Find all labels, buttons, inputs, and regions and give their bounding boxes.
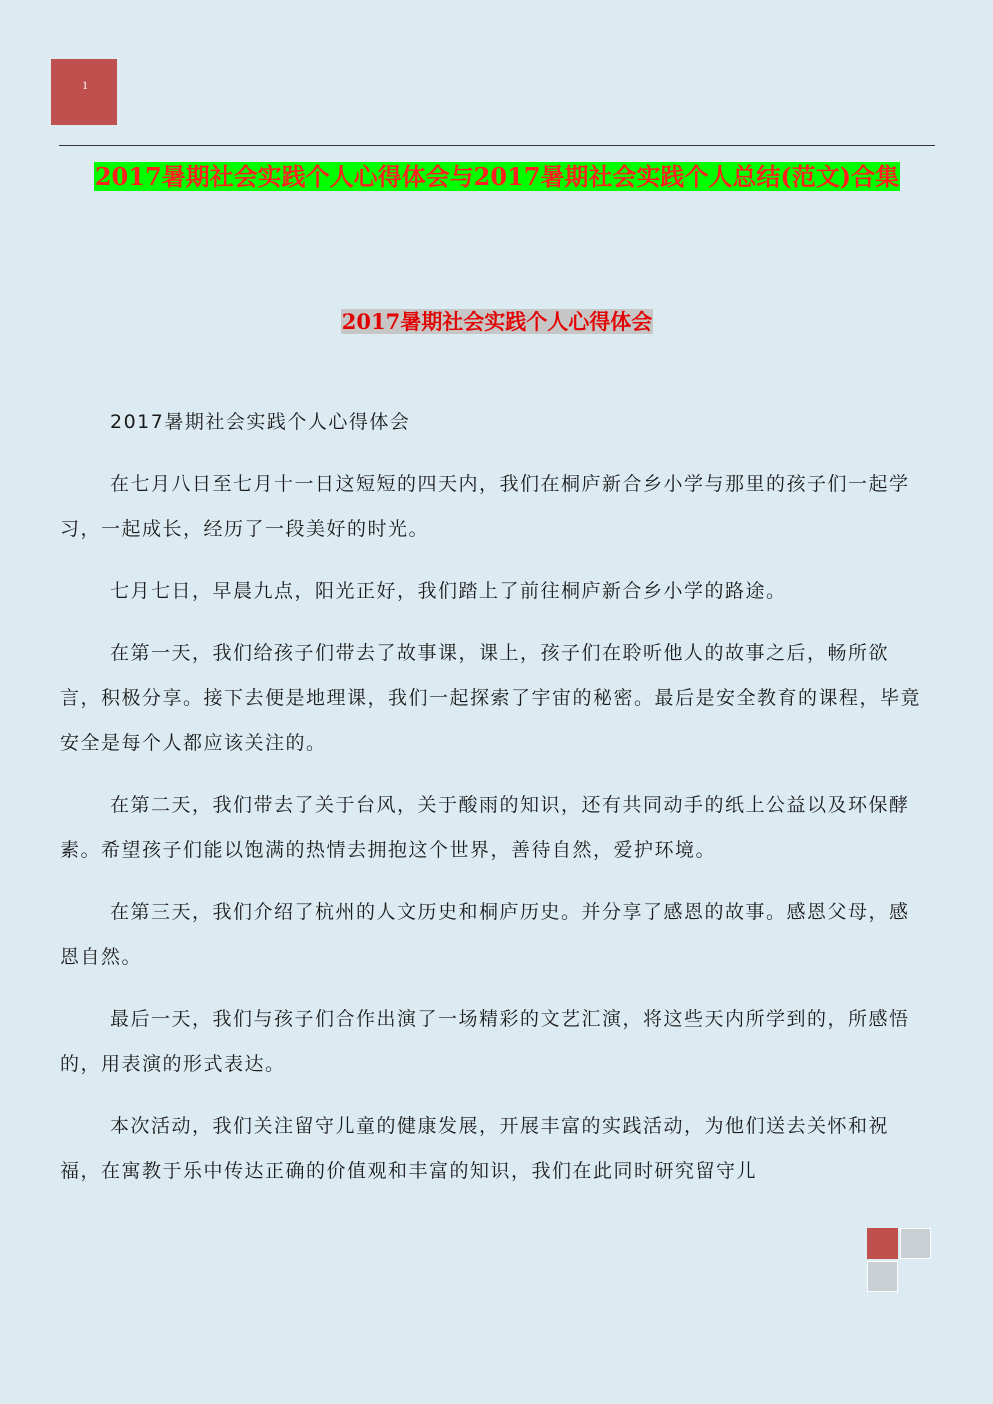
section-title-text: 2017暑期社会实践个人心得体会 — [341, 309, 653, 334]
corner-square-gray — [867, 1261, 898, 1292]
corner-decoration — [867, 1228, 933, 1292]
document-title — [60, 160, 934, 194]
page-number-badge — [51, 59, 117, 125]
page-number: 1 — [82, 78, 88, 92]
header-divider — [59, 145, 935, 146]
paragraph: 在七月八日至七月十一日这短短的四天内，我们在桐庐新合乡小学与那里的孩子们一起学习，一起成长，经历了一段美好的时光。 — [60, 473, 910, 540]
paragraph: 本次活动，我们关注留守儿童的健康发展，开展丰富的实践活动，为他们送去关怀和祝福，在寓教于乐中传达正确的价值观和丰富的知识，我们在此同时研究留守儿 — [60, 1115, 890, 1182]
corner-square-red — [867, 1228, 898, 1259]
paragraph: 在第三天，我们介绍了杭州的人文历史和桐庐历史。并分享了感恩的故事。感恩父母，感恩自然。 — [60, 901, 910, 968]
paragraph: 最后一天，我们与孩子们合作出演了一场精彩的文艺汇演，将这些天内所学到的，所感悟的，用表演的形式表达。 — [60, 1008, 910, 1075]
paragraph: 七月七日，早晨九点，阳光正好，我们踏上了前往桐庐新合乡小学的路途。 — [110, 580, 787, 602]
paragraph: 在第二天，我们带去了关于台风，关于酸雨的知识，还有共同动手的纸上公益以及环保酵素。希望孩子们能以饱满的热情去拥抱这个世界，善待自然，爱护环境。 — [60, 794, 910, 861]
paragraph: 在第一天，我们给孩子们带去了故事课，课上，孩子们在聆听他人的故事之后，畅所欲言，积极分享。接下去便是地理课，我们一起探索了宇宙的秘密。最后是安全教育的课程，毕竟安全是每个人都应该关注的。 — [60, 642, 922, 754]
paragraph: 2017暑期社会实践个人心得体会 — [110, 411, 411, 433]
document-title-text: 2017暑期社会实践个人心得体会与2017暑期社会实践个人总结(范文)合集 — [94, 162, 900, 191]
section-title — [60, 305, 934, 339]
corner-square-gray — [900, 1228, 931, 1259]
body-text — [60, 400, 928, 1211]
